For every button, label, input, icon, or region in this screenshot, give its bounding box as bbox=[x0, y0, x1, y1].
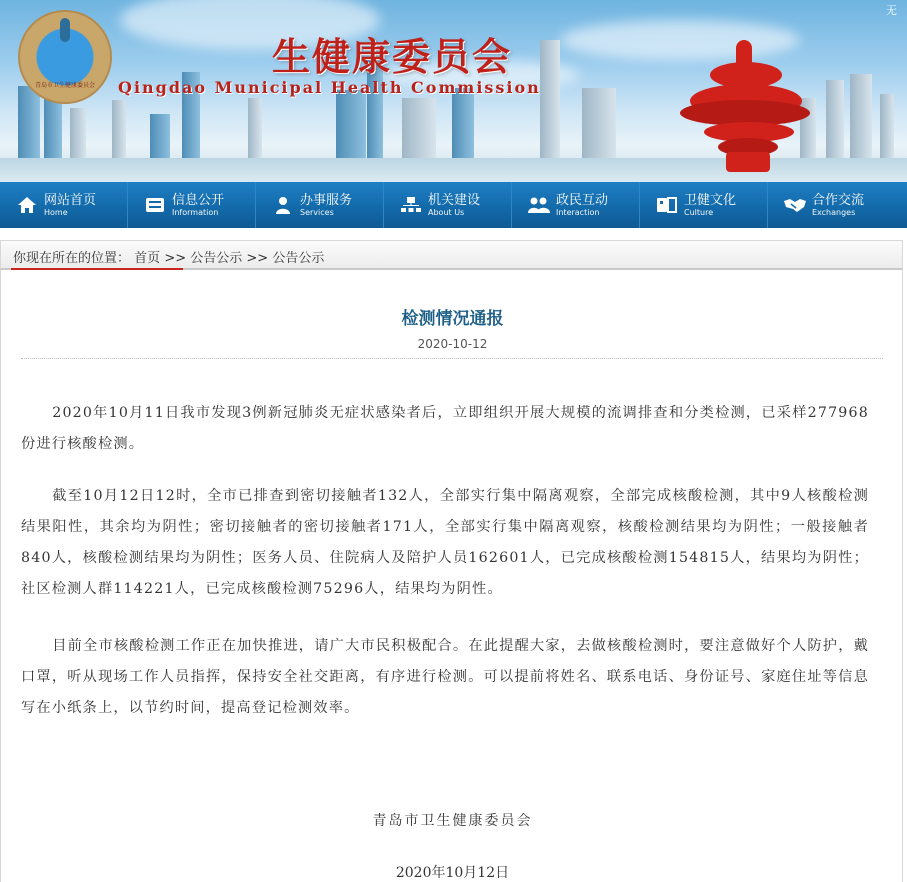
article-paragraph-3: 目前全市核酸检测工作正在加快推进，请广大市民积极配合。在此提醒大家，去做核酸检测时，要注意做好个人防护，戴口罩，听从现场工作人员指挥，保持安全社交距离，有序进行检测。可以提前将姓名、联系电话、身份证号、家庭住址等信息写在小纸条上，以节约时间，提高登记检测效率。 bbox=[21, 638, 869, 716]
nav-item-culture[interactable]: 卫健文化 Culture bbox=[640, 182, 768, 228]
article-container bbox=[0, 270, 903, 882]
breadcrumb-item-home[interactable]: 首页 bbox=[134, 251, 161, 266]
org-chart-icon bbox=[400, 194, 422, 216]
article-paragraph-1: 2020年10月11日我市发现3例新冠肺炎无症状感染者后，立即组织开展大规模的流调排查和分类检测，已采样277968份进行核酸检测。 bbox=[21, 405, 869, 452]
article-sign-date: 2020年10月12日 bbox=[395, 865, 510, 881]
nav-item-interaction[interactable]: 政民互动 Interaction bbox=[512, 182, 640, 228]
header-banner bbox=[0, 0, 907, 182]
article-date: 2020-10-12 bbox=[417, 337, 488, 351]
article-signature: 青岛市卫生健康委员会 bbox=[372, 813, 533, 829]
breadcrumb-separator: >> bbox=[164, 251, 187, 266]
people-icon bbox=[528, 194, 550, 216]
person-icon bbox=[272, 194, 294, 216]
book-icon bbox=[656, 194, 678, 216]
breadcrumb-item-current[interactable]: 公告公示 bbox=[272, 251, 325, 266]
site-title-cn: 生健康委员会 bbox=[272, 34, 513, 79]
list-icon bbox=[144, 194, 166, 216]
divider bbox=[21, 358, 883, 359]
breadcrumb-separator: >> bbox=[246, 251, 269, 266]
article-paragraph-2: 截至10月12日12时，全市已排查到密切接触者132人，全部实行集中隔离观察，全部完成核酸检测，其中9人核酸检测结果阳性，其余均为阴性；密切接触者的密切接触者171人，全部实行集中隔离观察，核酸检测结果均为阴性；一般接触者840人，核酸检测结果均为阴性；医务人员、住院病人及陪护人员162601人，已完成核酸检测154815人，结果均为阴性；社区检测人群114221人，已完成核酸检测75296人，结果均为阴性。 bbox=[21, 488, 869, 597]
may-fourth-sculpture-image bbox=[680, 40, 810, 175]
nav-item-information[interactable]: 信息公开 Information bbox=[128, 182, 256, 228]
breadcrumb-item-announcements[interactable]: 公告公示 bbox=[190, 251, 243, 266]
commission-logo[interactable]: 青岛市卫生健康委员会 bbox=[18, 10, 112, 104]
breadcrumb bbox=[0, 240, 903, 270]
nav-item-home[interactable]: 网站首页 Home bbox=[0, 182, 128, 228]
corner-text: 无 bbox=[886, 4, 897, 17]
nav-item-services[interactable]: 办事服务 Services bbox=[256, 182, 384, 228]
site-title-en: Qingdao Municipal Health Commission bbox=[118, 78, 541, 97]
handshake-icon bbox=[784, 194, 806, 216]
nav-item-about-us[interactable]: 机关建设 About Us bbox=[384, 182, 512, 228]
main-nav bbox=[0, 182, 907, 228]
nav-item-exchanges[interactable]: 合作交流 Exchanges bbox=[768, 182, 896, 228]
home-icon bbox=[16, 194, 38, 216]
breadcrumb-label: 你现在所在的位置： bbox=[13, 251, 131, 266]
article-title: 检测情况通报 bbox=[401, 309, 504, 329]
